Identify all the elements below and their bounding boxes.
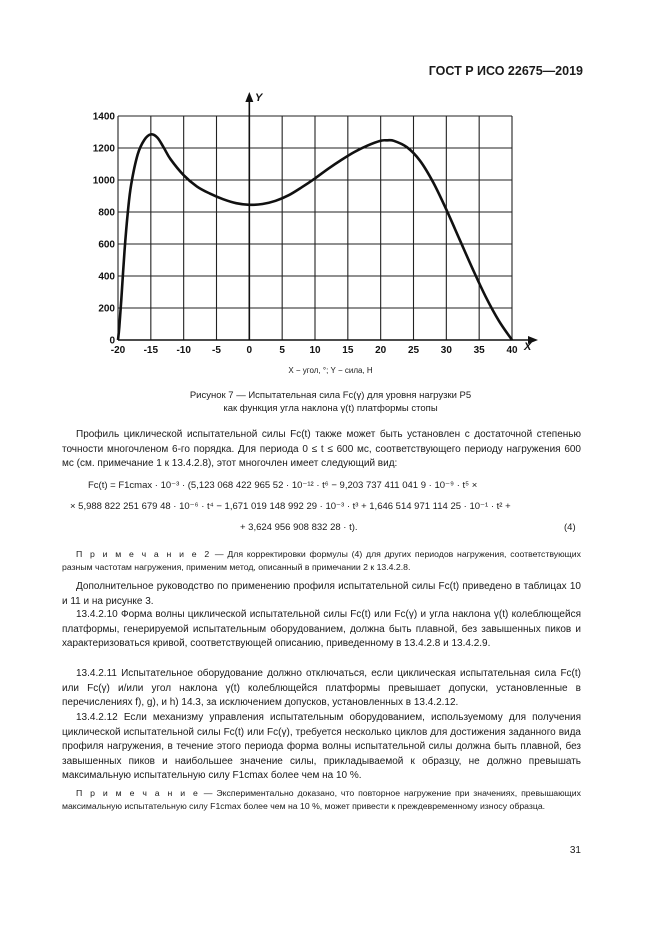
figure-caption-line2: как функция угла наклона γ(t) платформы стопы [223, 403, 438, 414]
x-tick-label: 20 [375, 345, 387, 356]
x-tick-label: 30 [440, 345, 452, 356]
x-tick-label: 35 [473, 345, 485, 356]
document-code: ГОСТ Р ИСО 22675—2019 [428, 64, 583, 78]
x-tick-label: -5 [212, 345, 221, 356]
x-axis-label: X [524, 341, 532, 353]
note-2 [62, 548, 581, 573]
note-2-text: — Для корректировки формулы (4) для других периодов нагружения, соответствующих разным частотам нагружения, применим метод, описанный в примечании 2 к 13.4.2.8. [62, 549, 581, 572]
paragraph-13-4-2-11: 13.4.2.11 Испытательное оборудование должно отключаться, если циклическая испытательная сила Fc(t) или Fc(γ) и/или угол наклона γ(t) колеблющейся платформы превышает допуски, установленные в перечислениях f), g), и h) 14.3, за исключением допусков, установленных в 13.4.2.12. [62, 668, 581, 708]
x-tick-label: 40 [506, 345, 518, 356]
note-final-text: — Экспериментально доказано, что повторное нагружение при значениях, превышающих максимальную испытательную силу F1cmax более чем на 10 %, может привести к преждевременному износу образца. [62, 788, 581, 811]
figure-caption-line1: Рисунок 7 — Испытательная сила Fc(γ) для уровня нагрузки P5 [189, 390, 472, 401]
y-tick-label: 400 [98, 271, 115, 283]
note-2-label: П р и м е ч а н и е 2 [76, 549, 212, 559]
x-tick-label: -15 [143, 345, 159, 356]
y-tick-label: 1400 [92, 111, 115, 123]
formula-line-3: + 3,624 956 908 832 28 · t). [240, 522, 358, 533]
x-tick-label: 10 [309, 345, 321, 356]
y-tick-label: 200 [98, 303, 115, 315]
y-tick-label: 1000 [92, 175, 115, 187]
x-tick-label: -10 [176, 345, 191, 356]
formula-line-2: × 5,988 822 251 679 48 · 10⁻⁶ · t⁴ − 1,671 019 148 992 29 · 10⁻³ · t³ + 1,646 514 971 114 25 · 10⁻¹ · t² + [70, 501, 511, 512]
y-tick-label: 600 [98, 239, 115, 251]
x-tick-label: 0 [246, 345, 253, 356]
axis-legend: X − угол, °; Y − сила, Н [288, 366, 373, 375]
paragraph-13-4-2-10: 13.4.2.10 Форма волны циклической испытательной силы Fc(t) или Fc(γ) и угла наклона γ(t) колеблющейся платформы, генерируемой испытательным оборудованием, должна быть плавной, без завышенных пиков и характеризоваться кривой, соответствующей описанию, приведенному в 13.4.2.8 и 13.4.2.9. [62, 609, 581, 649]
formula-number: (4) [564, 522, 576, 533]
x-tick-label: 15 [342, 345, 354, 356]
paragraph-polynomial-intro: Профиль циклической испытательной силы Fc(t) также может быть установлен с достаточной степенью точности многочленом 6-го порядка. Для периода 0 ≤ t ≤ 600 мс, соответствующего периоду нагружения 600 мс (см. примечание 1 к 13.4.2.8), этот многочлен имеет следующий вид: [62, 429, 581, 469]
chart-axes [118, 92, 538, 344]
y-tick-label: 800 [98, 207, 115, 219]
y-axis-label: Y [255, 92, 263, 104]
note-final [62, 787, 581, 812]
x-tick-label: 5 [279, 345, 285, 356]
formula-line-1: Fc(t) = F1cmax · 10⁻³ · (5,123 068 422 965 52 · 10⁻¹² · t⁶ − 9,203 737 411 041 9 · 10⁻⁹ · t⁵ × [88, 480, 478, 491]
y-axis-arrow [245, 92, 253, 102]
chart-grid [118, 116, 512, 340]
note-final-label: П р и м е ч а н и е [76, 788, 200, 798]
paragraph-13-4-2-12: 13.4.2.12 Если механизму управления испытательным оборудованием, используемому для получения циклической испытательной силы Fc(t) или Fc(γ), требуется несколько циклов для достижения заданного вида профиля нагружения, в течение этого периода форма волны испытательной силы должна быть плавной, без завышенных пиков и наибольшее значение силы, прикладываемой к образцу, не должно превышать максимальную испытательную силу F1cmax более чем на 10 %. [62, 712, 581, 781]
figure-caption [0, 389, 661, 415]
paragraph-guidance: Дополнительное руководство по применению профиля испытательной силы Fc(t) приведено в таблицах 10 и 11 и на рисунке 3. [62, 581, 581, 607]
y-tick-label: 1200 [92, 143, 115, 155]
x-tick-label: -20 [110, 345, 126, 356]
page-number: 31 [569, 845, 581, 856]
x-tick-label: 25 [407, 345, 420, 356]
y-tick-label: 0 [109, 335, 115, 347]
force-angle-chart [0, 0, 661, 370]
